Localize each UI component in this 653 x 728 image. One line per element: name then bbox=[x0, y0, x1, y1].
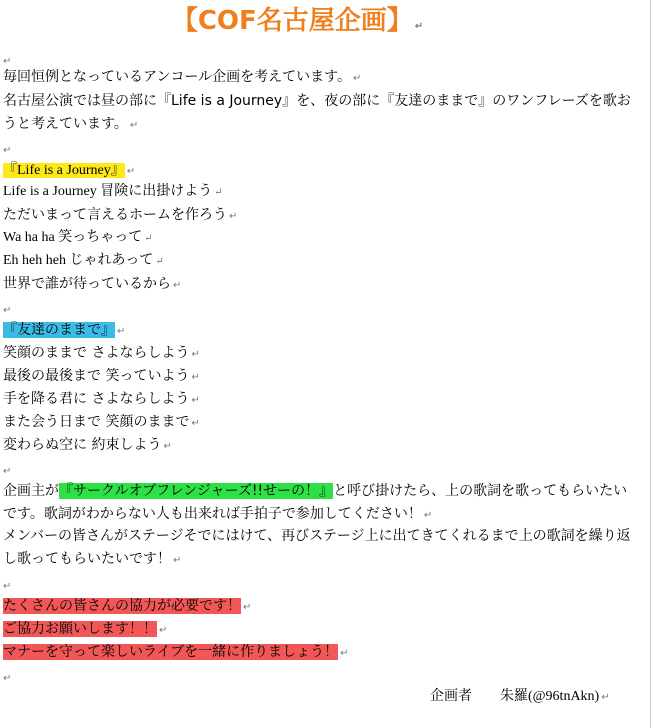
paragraph-mark-icon: ↵ bbox=[3, 581, 12, 592]
lyric-text: Life is a Journey 冒険に出掛けよう bbox=[3, 184, 213, 199]
closing-highlight: マナーを守って楽しいライブを一緒に作りましょう！ bbox=[3, 644, 339, 660]
song1-lyric-line bbox=[3, 274, 181, 296]
closing-highlight: ご協力お願いします！！ bbox=[3, 621, 157, 637]
signature-name: 朱羅(@96tnAkn) bbox=[500, 689, 600, 704]
song2-lyric-line bbox=[3, 343, 200, 365]
paragraph-mark-icon: ↵ bbox=[126, 166, 136, 177]
song1-title bbox=[3, 160, 135, 182]
paragraph-mark-icon: ↵ bbox=[214, 187, 223, 198]
song2-title-highlight: 『友達のままで』 bbox=[3, 322, 115, 338]
call-line-2 bbox=[3, 504, 432, 526]
paragraph-mark-icon: ↵ bbox=[243, 602, 252, 613]
empty-paragraph bbox=[3, 667, 11, 689]
paragraph-mark-icon: ↵ bbox=[155, 256, 164, 267]
lyric-text: 手を降る君に さよならしよう bbox=[3, 391, 190, 407]
paragraph-mark-icon: ↵ bbox=[173, 555, 182, 566]
signature-role: 企画者 bbox=[430, 688, 472, 704]
lyric-text: ただいまって言えるホームを作ろう bbox=[3, 207, 227, 223]
lyric-text: 笑顔のままで さよならしよう bbox=[3, 345, 190, 361]
paragraph-mark-icon: ↵ bbox=[414, 21, 424, 32]
paragraph-mark-icon: ↵ bbox=[3, 466, 12, 477]
call-prefix: 企画主が bbox=[3, 483, 59, 499]
paragraph-mark-icon: ↵ bbox=[117, 326, 126, 337]
lyric-text: また会う日まで 笑顔のままで bbox=[3, 414, 190, 430]
closing-line-2 bbox=[3, 619, 167, 641]
lyric-text: 世界で誰が待っているから bbox=[3, 276, 171, 292]
intro-text: うと考えています。 bbox=[3, 116, 128, 132]
paragraph-mark-icon: ↵ bbox=[163, 441, 172, 452]
song1-title-highlight: 『Life is a Journey』 bbox=[3, 163, 125, 178]
paragraph-mark-icon: ↵ bbox=[423, 510, 433, 521]
paragraph-mark-icon: ↵ bbox=[3, 56, 12, 67]
song2-lyric-line bbox=[3, 366, 200, 388]
song2-lyric-line bbox=[3, 435, 172, 457]
paragraph-mark-icon: ↵ bbox=[159, 625, 168, 636]
intro-text: 毎回恒例となっているアンコール企画を考えています。 bbox=[3, 69, 352, 85]
call-suffix: と呼び掛けたら、上の歌詞を歌ってもらいたい bbox=[333, 483, 628, 499]
intro-line-1 bbox=[3, 67, 361, 89]
call-line-3 bbox=[3, 526, 631, 546]
paragraph-mark-icon: ↵ bbox=[3, 145, 12, 156]
paragraph-mark-icon: ↵ bbox=[191, 418, 200, 429]
lyric-text: Eh heh heh じゃれあって bbox=[3, 253, 154, 268]
song1-lyric-line bbox=[3, 182, 223, 203]
empty-paragraph bbox=[3, 460, 11, 482]
signature bbox=[430, 686, 610, 708]
paragraph-mark-icon: ↵ bbox=[191, 395, 200, 406]
paragraph-mark-icon: ↵ bbox=[191, 372, 200, 383]
paragraph-mark-icon: ↵ bbox=[191, 349, 200, 360]
intro-text: 名古屋公演では昼の部に『Life is a Journey』を、夜の部に『友達のままで』のワンフレーズを歌お bbox=[3, 93, 631, 109]
lyric-text: Wa ha ha 笑っちゃって bbox=[3, 230, 143, 245]
lyric-text: 最後の最後まで 笑っていよう bbox=[3, 368, 190, 384]
closing-highlight: たくさんの皆さんの協力が必要です！ bbox=[3, 598, 241, 614]
empty-paragraph bbox=[3, 139, 11, 161]
paragraph-mark-icon: ↵ bbox=[129, 120, 139, 131]
paragraph-mark-icon: ↵ bbox=[340, 648, 349, 659]
song1-lyric-line bbox=[3, 205, 237, 227]
song2-title bbox=[3, 320, 125, 342]
song2-lyric-line bbox=[3, 389, 200, 411]
lyric-text: 変わらぬ空に 約束しよう bbox=[3, 437, 162, 453]
intro-line-2 bbox=[3, 91, 631, 111]
closing-line-3 bbox=[3, 642, 349, 664]
document-title bbox=[0, 4, 595, 44]
paragraph-mark-icon: ↵ bbox=[229, 211, 238, 222]
page-edge bbox=[650, 0, 651, 728]
call-line-1 bbox=[3, 481, 627, 501]
call-phrase-highlight: 『サークルオブフレンジャーズ!!せーの！』 bbox=[59, 483, 334, 499]
paragraph-mark-icon: ↵ bbox=[173, 280, 182, 291]
closing-line-1 bbox=[3, 596, 251, 618]
paragraph-mark-icon: ↵ bbox=[601, 692, 610, 703]
call-line-4 bbox=[3, 549, 181, 571]
intro-line-3 bbox=[3, 114, 138, 136]
empty-paragraph bbox=[3, 575, 11, 597]
call-text: です。歌詞がわからない人も出来れば手拍子で参加してください！ bbox=[3, 506, 422, 522]
call-text: し歌ってもらいたいです！ bbox=[3, 551, 171, 567]
paragraph-mark-icon: ↵ bbox=[3, 673, 12, 684]
call-text: メンバーの皆さんがステージそでにはけて、再びステージ上に出てきてくれるまで上の歌詞を繰り返 bbox=[3, 528, 631, 544]
empty-paragraph bbox=[3, 299, 11, 321]
paragraph-mark-icon: ↵ bbox=[3, 305, 12, 316]
title-text: 【COF名古屋企画】 bbox=[171, 6, 413, 36]
song1-lyric-line bbox=[3, 251, 164, 272]
paragraph-mark-icon: ↵ bbox=[144, 233, 153, 244]
song1-lyric-line bbox=[3, 228, 153, 249]
paragraph-mark-icon: ↵ bbox=[353, 73, 362, 84]
song2-lyric-line bbox=[3, 412, 200, 434]
